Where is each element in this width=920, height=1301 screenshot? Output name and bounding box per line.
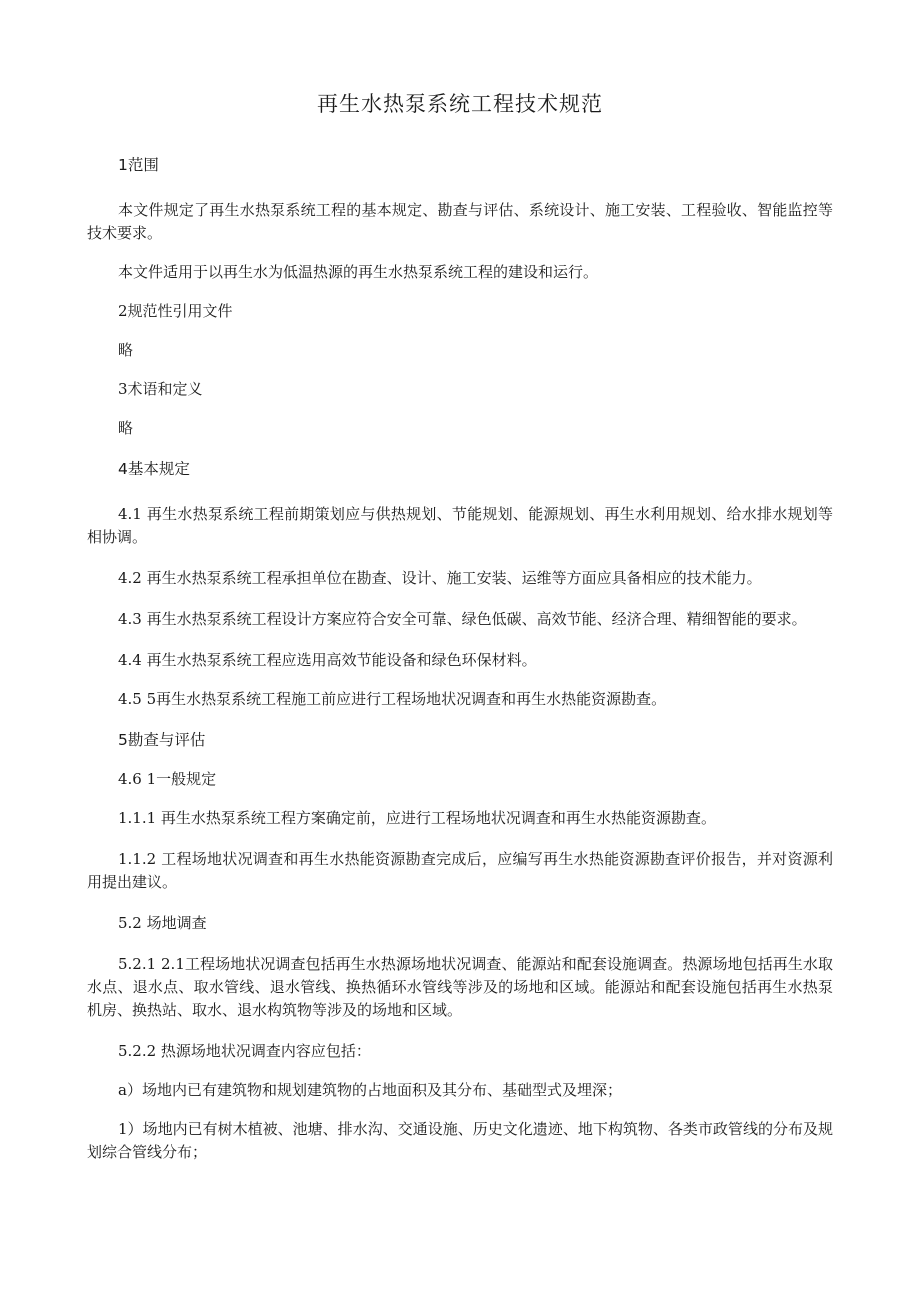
section-heading-terms: 3术语和定义 bbox=[118, 380, 203, 398]
document-body bbox=[87, 154, 833, 1164]
paragraph: 略 bbox=[118, 341, 134, 359]
clause: 5.2.1 2.1工程场地状况调查包括再生水热源场地状况调查、能源站和配套设施调查。热源场地包括再生水取水点、退水点、取水管线、退水管线、换热循环水管线等涉及的场地和区域。能源站和配套设施包括再生水热泵机房、换热站、取水、退水构筑物等涉及的场地和区域。 bbox=[87, 955, 833, 1019]
list-item: 1）场地内已有树木植被、池塘、排水沟、交通设施、历史文化遗迹、地下构筑物、各类市政管线的分布及规划综合管线分布； bbox=[87, 1120, 833, 1161]
clause: 1.1.2 工程场地状况调查和再生水热能资源勘查完成后，应编写再生水热能资源勘查评价报告，并对资源利用提出建议。 bbox=[87, 850, 833, 891]
clause: 5.2.2 热源场地状况调查内容应包括： bbox=[118, 1042, 371, 1060]
subsection-heading-site-survey: 5.2 场地调查 bbox=[118, 914, 207, 932]
clause: 4.6 1一般规定 bbox=[118, 770, 217, 788]
clause: 1.1.1 再生水热泵系统工程方案确定前，应进行工程场地状况调查和再生水热能资源勘查。 bbox=[118, 809, 716, 827]
clause: 4.3 再生水热泵系统工程设计方案应符合安全可靠、绿色低碳、高效节能、经济合理、精细智能的要求。 bbox=[118, 610, 807, 628]
section-heading-scope: 1范围 bbox=[118, 156, 159, 174]
list-item: a）场地内已有建筑物和规划建筑物的占地面积及其分布、基础型式及埋深； bbox=[118, 1081, 622, 1099]
clause: 4.4 再生水热泵系统工程应选用高效节能设备和绿色环保材料。 bbox=[118, 651, 537, 669]
document-title: 再生水热泵系统工程技术规范 bbox=[317, 92, 603, 116]
clause: 4.5 5再生水热泵系统工程施工前应进行工程场地状况调查和再生水热能资源勘查。 bbox=[118, 690, 667, 708]
paragraph: 本文件适用于以再生水为低温热源的再生水热泵系统工程的建设和运行。 bbox=[118, 263, 599, 281]
section-heading-survey: 5勘查与评估 bbox=[118, 731, 206, 749]
paragraph: 略 bbox=[118, 419, 134, 437]
paragraph: 本文件规定了再生水热泵系统工程的基本规定、勘查与评估、系统设计、施工安装、工程验收、智能监控等技术要求。 bbox=[87, 201, 833, 242]
clause: 4.2 再生水热泵系统工程承担单位在勘查、设计、施工安装、运维等方面应具备相应的技术能力。 bbox=[118, 569, 762, 587]
section-heading-references: 2规范性引用文件 bbox=[118, 302, 233, 320]
clause: 4.1 再生水热泵系统工程前期策划应与供热规划、节能规划、能源规划、再生水利用规划、给水排水规划等相协调。 bbox=[87, 505, 833, 546]
section-heading-basic-provisions: 4基本规定 bbox=[118, 460, 190, 478]
